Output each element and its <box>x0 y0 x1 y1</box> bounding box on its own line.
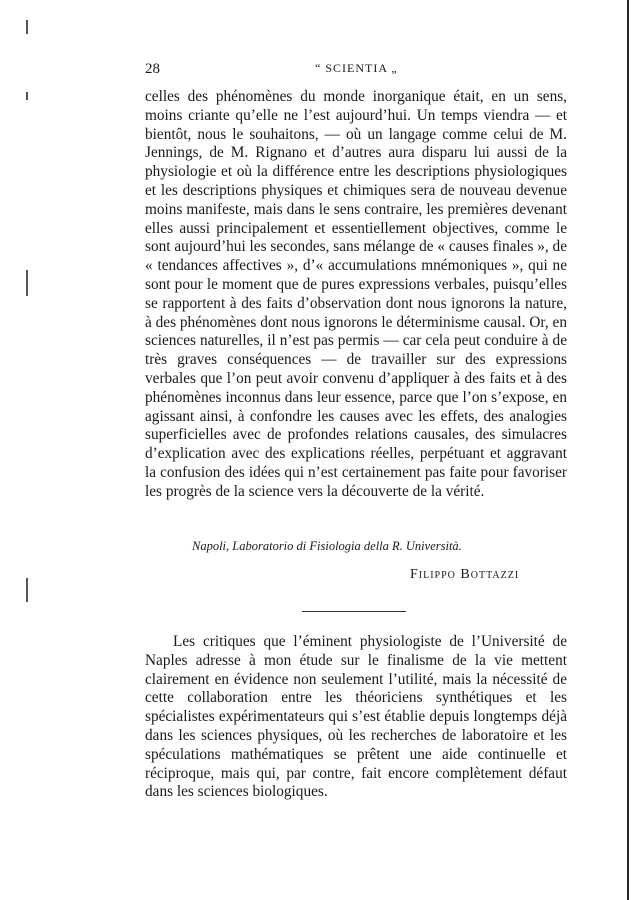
page-number: 28 <box>145 61 160 77</box>
scan-mark <box>26 92 28 100</box>
running-head: “ SCIENTIA „ <box>315 61 398 75</box>
body-paragraph: Les critiques que l’éminent physiologiste de l’Université de Naples adresse à mon étude sur le finalisme de la vie mettent clairement en évidence non seulement l’utilité, mais la nécessité de cette collaboration entre les théoriciens synthétiques et les spécialistes expérimentateurs qui s’est établie depuis longtemps déjà dans les sciences physiques, où les recherches de laboratoire et les spéculations mathématiques se prêtent une aide continuelle et réciproque, mais qui, par contre, fait encore complètement défaut dans les sciences biologiques. <box>145 633 567 801</box>
page-edge-shadow <box>627 0 629 900</box>
section-divider <box>302 611 406 612</box>
page-header <box>145 61 565 79</box>
author-signature: Filippo Bottazzi <box>410 567 520 582</box>
dateline: Napoli, Laboratorio di Fisiologia della R. Università. <box>192 539 462 553</box>
scan-mark <box>26 578 28 602</box>
scan-mark <box>26 20 28 34</box>
scan-mark <box>26 270 28 296</box>
body-paragraph: celles des phénomènes du monde inorganique était, en un sens, moins criante qu’elle ne l’est aujourd’hui. Un temps viendra — et bientôt, nous le souhaitons, — où un langage comme celui de M. Jennings, de M. Rignano et d’autres aura disparu lui aussi de la physiologie et où la différence entre les descriptions physiologiques et les descriptions physiques et chimiques sera de nouveau devenue moins manifeste, mais dans le sens contraire, les premières devenant elles aussi principalement et essentiellement objectives, comme le sont aujourd’hui les secondes, sans mélange de « causes finales », de « tendances affectives », d’« accumulations mnémoniques », qui ne sont pour le moment que de pures expressions verbales, puisqu’elles se rapportent à des faits d’observation dont nous ignorons la nature, à des phénomènes dont nous ignorons le déterminisme causal. Or, en sciences naturelles, il n’est pas permis — car cela peut conduire à de très graves conséquences — de travailler sur des expressions verbales que l’on peut avoir convenu d’appliquer à des faits et à des phénomènes inconnus dans leur essence, parce que l’on s’expose, en agissant ainsi, à confondre les causes avec les effets, des analogies superficielles avec de profondes relations causales, des simulacres d’explication avec des explications réelles, perpétuant et aggravant la confusion des idées qui n’est certainement pas faite pour favoriser les progrès de la science vers la découverte de la vérité. <box>145 88 567 500</box>
